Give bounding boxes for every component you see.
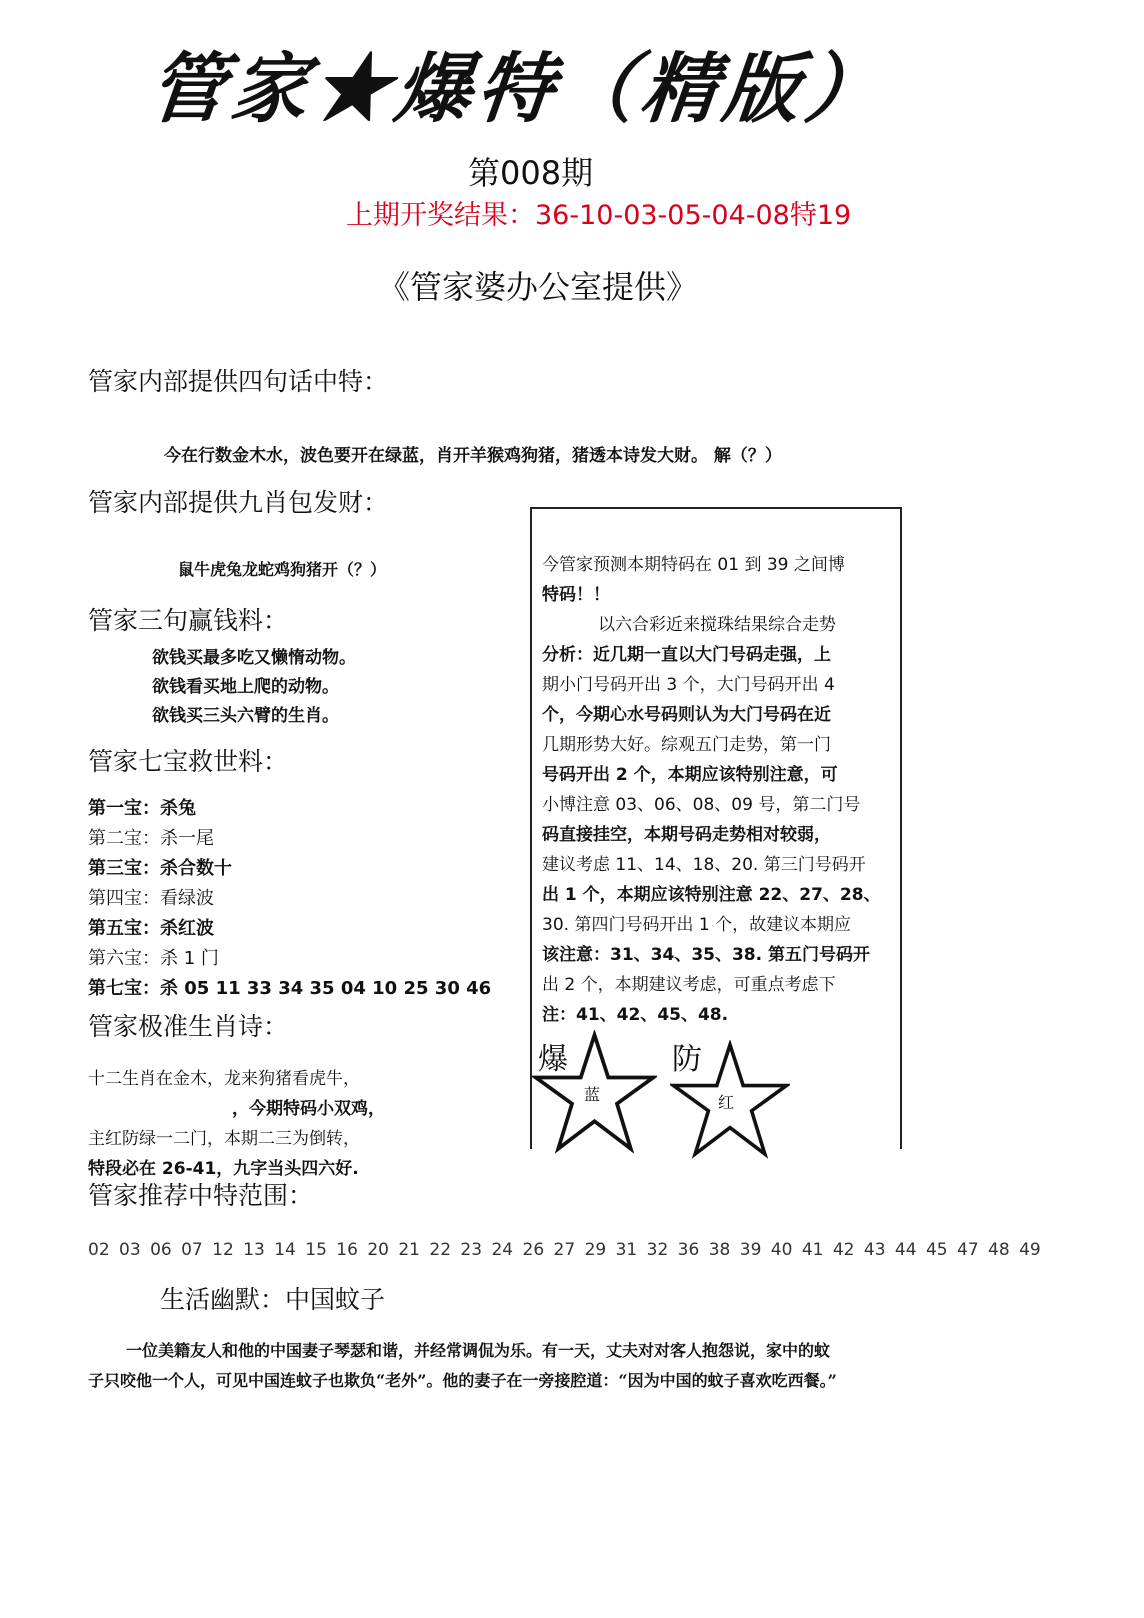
star-right-word: 红: [718, 1093, 735, 1112]
analysis-line: 出 2 个，本期建议考虑，可重点考虑下: [542, 975, 836, 995]
issue-number: 第008期: [468, 154, 594, 192]
provider: 《管家婆办公室提供》: [378, 268, 699, 306]
poem-line: ，今期特码小双鸡，: [232, 1099, 385, 1119]
page-title: 管家★爆特（精版）: [144, 44, 893, 133]
star-left-word: 蓝: [584, 1085, 601, 1104]
analysis-line: 今管家预测本期特码在 01 到 39 之间博: [542, 555, 845, 575]
star-right-char: 防: [672, 1042, 702, 1077]
treasure-item: 第六宝：杀 1 门: [88, 948, 219, 969]
range-heading: 管家推荐中特范围：: [88, 1181, 314, 1210]
analysis-line: 该注意：31、34、35、38. 第五门号码开: [542, 945, 871, 965]
three-sentence-line: 欲钱买三头六臂的生肖。: [152, 706, 339, 726]
analysis-line: 号码开出 2 个，本期应该特别注意，可: [542, 765, 838, 785]
analysis-line: 个，今期心水号码则认为大门号码在近: [542, 705, 831, 725]
seven-treasures-heading: 管家七宝救世料：: [88, 747, 289, 776]
analysis-line: 分析：近几期一直以大门号码走强，上: [542, 645, 831, 665]
range-numbers: 02 03 06 07 12 13 14 15 16 20 21 22 23 24 26 27 29 31 32 36 38 39 40 41 42 43 44 45 47 48 49: [88, 1240, 1041, 1260]
treasure-item: 第七宝：杀 05 11 33 34 35 04 10 25 30 46: [88, 978, 492, 999]
treasure-item: 第三宝：杀合数十: [88, 858, 232, 879]
analysis-line: 以六合彩近来搅珠结果综合走势: [598, 615, 836, 635]
poem-line: 十二生肖在金木，龙来狗猪看虎牛，: [88, 1069, 360, 1089]
analysis-line: 30. 第四门号码开出 1 个，故建议本期应: [542, 915, 852, 935]
four-sentences-text: 今在行数金木水，波色要开在绿蓝，肖开羊猴鸡狗猪，猪透本诗发大财。 解（？）: [164, 446, 782, 466]
analysis-line: 小博注意 03、06、08、09 号，第二门号: [542, 795, 861, 815]
analysis-line: 码直接挂空，本期号码走势相对较弱，: [542, 825, 831, 845]
poem-line: 特段必在 26-41，九字当头四六好.: [88, 1159, 359, 1179]
analysis-line: 注：41、42、45、48.: [542, 1005, 729, 1025]
analysis-line: 建议考虑 11、14、18、20. 第三门号码开: [542, 855, 866, 875]
last-result: 上期开奖结果：36-10-03-05-04-08特19: [346, 200, 852, 231]
analysis-line: 期小门号码开出 3 个，大门号码开出 4: [542, 675, 835, 695]
nine-zodiac-heading: 管家内部提供九肖包发财：: [88, 488, 389, 517]
treasure-item: 第五宝：杀红波: [88, 918, 214, 939]
poem-line: 主红防绿一二门，本期二三为倒转，: [88, 1129, 360, 1149]
analysis-line: 特码！！: [542, 585, 610, 605]
humor-line: 子只咬他一个人，可见中国连蚊子也欺负“老外”。他的妻子在一旁接腔道：“因为中国的蚊子喜欢吃西餐。”: [88, 1371, 837, 1390]
analysis-line: 出 1 个，本期应该特别注意 22、27、28、: [542, 885, 881, 905]
four-sentences-heading: 管家内部提供四句话中特：: [88, 367, 389, 396]
treasure-item: 第四宝：看绿波: [88, 888, 214, 909]
treasure-item: 第一宝：杀兔: [88, 798, 196, 819]
nine-zodiac-text: 鼠牛虎兔龙蛇鸡狗猪开（？）: [178, 560, 387, 579]
zodiac-poem-heading: 管家极准生肖诗：: [88, 1012, 289, 1041]
humor-title: 生活幽默：中国蚊子: [160, 1285, 386, 1314]
star-left-char: 爆: [538, 1042, 568, 1077]
humor-line: 一位美籍友人和他的中国妻子琴瑟和谐，并经常调侃为乐。有一天，丈夫对对客人抱怨说，家中的蚊: [126, 1341, 831, 1360]
three-sentence-line: 欲钱看买地上爬的动物。: [152, 677, 339, 697]
analysis-line: 几期形势大好。综观五门走势，第一门: [542, 735, 831, 755]
three-sentence-line: 欲钱买最多吃又懒惰动物。: [152, 648, 356, 668]
treasure-item: 第二宝：杀一尾: [88, 828, 214, 849]
three-sentences-heading: 管家三句赢钱料：: [88, 606, 289, 635]
